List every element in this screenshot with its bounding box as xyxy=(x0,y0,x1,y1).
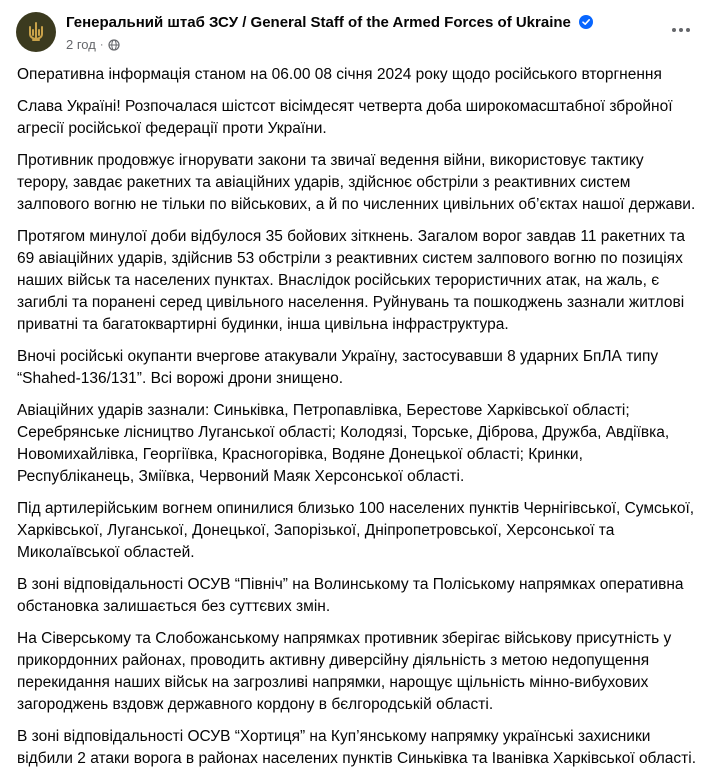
avatar[interactable] xyxy=(16,12,56,52)
verified-badge-icon xyxy=(579,15,593,29)
separator-dot: · xyxy=(99,38,104,51)
author-name-link[interactable] xyxy=(66,14,593,31)
paragraph: Протягом минулої доби відбулося 35 бойових зіткнень. Загалом ворог завдав 11 ракетних та 69 авіаційних ударів, здійснив 53 обстріли з реактивних систем залпового вогню по позиціях наших військ та населених пунктах. Внаслідок російських терористичних атак, на жаль, є загиблі та поранені серед цивільного населення. Руйнувань та пошкоджень зазнали житлові приватні та багатоквартирні будинки, інша цивільна інфраструктура. xyxy=(17,228,685,333)
more-dots-icon xyxy=(671,27,691,33)
paragraph: Противник продовжує ігнорувати закони та звичаї ведення війни, використовує тактику терору, завдає ракетних та авіаційних ударів, здійснює обстріли з реактивних систем залпового вогню не тільки по військових, а й по численних цивільних об’єктах нашої держави. xyxy=(17,152,696,213)
post-header xyxy=(16,12,695,56)
author-name: Генеральний штаб ЗСУ / General Staff of the Armed Forces of Ukraine xyxy=(66,14,571,31)
paragraph: Авіаційних ударів зазнали: Синьківка, Петропавлівка, Берестове Харківської області; Серебрянське лісництво Луганської області; Колодязі, Торське, Діброва, Дружба, Авдіївка, Новомихайлівка, Георгіївка, Красногорівка, Водяне Донецької області; Кринки, Республіканець, Зміївка, Червоний Маяк Херсонської області. xyxy=(17,402,670,485)
post-meta xyxy=(66,37,120,52)
paragraph: На Сіверському та Слобожанському напрямках противник зберігає військову присутність у прикордонних районах, проводить активну диверсійну діяльність з метою недопущення перекидання наших військ на загрозливі напрямки, нарощує щільність мінно-вибухових загороджень вздовж державного кордону в бєлгородській області. xyxy=(17,630,672,713)
post-timestamp-link[interactable]: 2 год xyxy=(66,37,96,52)
paragraph: В зоні відповідальності ОСУВ “Північ” на Волинському та Поліському напрямках оперативна обстановка залишається без суттєвих змін. xyxy=(17,576,684,615)
paragraph: В зоні відповідальності ОСУВ “Хортиця” на Куп’янському напрямку українські захисники відбили 2 атаки ворога в районах населених пунктів Синьківка та Іванівка Харківської області. xyxy=(17,728,697,767)
paragraph: Слава Україні! Розпочалася шістсот вісімдесят четверта доба широкомасштабної збройної агресії російської федерації проти України. xyxy=(17,98,673,137)
globe-icon xyxy=(108,39,120,51)
paragraph: Вночі російські окупанти вчергове атакували Україну, застосувавши 8 ударних БпЛА типу “Shahed-136/131”. Всі ворожі дрони знищено. xyxy=(17,348,659,387)
more-options-button[interactable] xyxy=(667,18,695,42)
paragraph: Під артилерійським вогнем опинилися близько 100 населених пунктів Чернігівської, Сумської, Харківської, Луганської, Донецької, Запорізької, Дніпропетровської, Херсонської та Миколаївської областей. xyxy=(17,500,695,561)
post-body xyxy=(17,64,697,780)
paragraph-title: Оперативна інформація станом на 06.00 08 січня 2024 року щодо російського вторгнення xyxy=(17,66,662,83)
trident-emblem-icon xyxy=(25,21,47,43)
